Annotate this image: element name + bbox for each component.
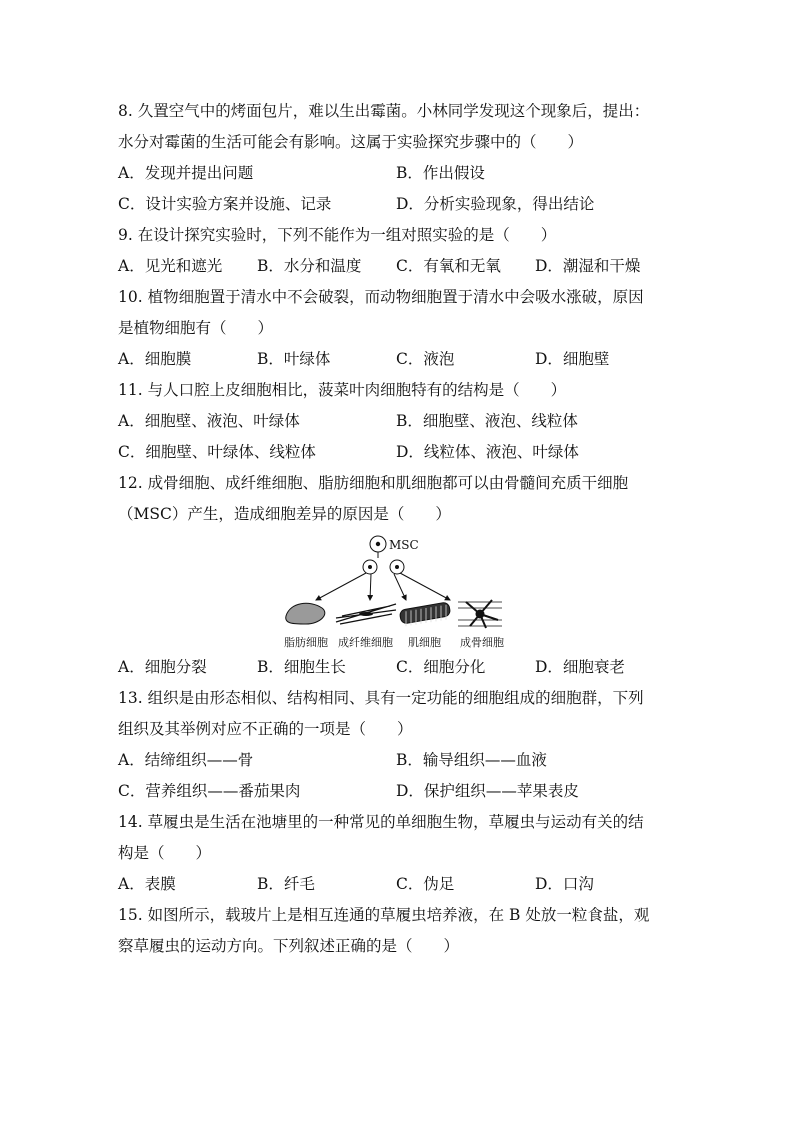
options-row xyxy=(118,344,678,375)
question-text: 8. 久置空气中的烤面包片，难以生出霉菌。小林同学发现这个现象后，提出： xyxy=(118,102,650,120)
osteoblast-body xyxy=(476,610,485,619)
differentiation-arrow xyxy=(316,573,366,600)
option: A．细胞壁、液泡、叶绿体 xyxy=(118,412,300,430)
question-block xyxy=(118,468,678,683)
option: C．设计实验方案并设施、记录 xyxy=(118,195,332,213)
cell-label: 成骨细胞 xyxy=(460,636,504,649)
question-text: 察草履虫的运动方向。下列叙述正确的是（ ） xyxy=(118,937,460,955)
question-block xyxy=(118,375,678,468)
options-row xyxy=(118,437,678,468)
option: C．伪足 xyxy=(396,875,455,893)
question-text: 是植物细胞有（ ） xyxy=(118,319,274,337)
question-block xyxy=(118,96,678,220)
option: A．见光和遮光 xyxy=(118,257,223,275)
question-text: 11. 与人口腔上皮细胞相比，菠菜叶肉细胞特有的结构是（ ） xyxy=(118,381,567,399)
options-row xyxy=(118,251,678,282)
differentiation-arrow xyxy=(394,574,406,600)
option: C．细胞分化 xyxy=(396,658,486,676)
question-text: （MSC）产生，造成细胞差异的原因是（ ） xyxy=(118,505,451,523)
option: D．细胞衰老 xyxy=(535,658,625,676)
daughter-nucleus-left xyxy=(368,565,372,569)
msc-differentiation-figure xyxy=(118,530,678,652)
options-row xyxy=(118,776,678,807)
daughter-nucleus-right xyxy=(395,565,399,569)
option: A．发现并提出问题 xyxy=(118,164,254,182)
exam-page xyxy=(118,96,678,962)
fat-cell-icon xyxy=(286,603,325,624)
option: D．潮湿和干燥 xyxy=(535,257,641,275)
question-block xyxy=(118,282,678,375)
option: B．细胞壁、液泡、线粒体 xyxy=(396,412,578,430)
option: A．表膜 xyxy=(118,875,176,893)
question-text: 15. 如图所示，载玻片上是相互连通的草履虫培养液，在 B 处放一粒食盐，观 xyxy=(118,906,650,924)
option: A．细胞分裂 xyxy=(118,658,207,676)
options-row xyxy=(118,406,678,437)
option: D．保护组织——苹果表皮 xyxy=(396,782,579,800)
muscle-cell-icon xyxy=(399,602,451,624)
options-row xyxy=(118,869,678,900)
question-block xyxy=(118,683,678,807)
option: B．纤毛 xyxy=(257,875,315,893)
differentiation-arrow xyxy=(400,573,450,600)
question-text: 9. 在设计探究实验时，下列不能作为一组对照实验的是（ ） xyxy=(118,226,557,244)
option: B．作出假设 xyxy=(396,164,485,182)
question-block xyxy=(118,220,678,282)
msc-nucleus xyxy=(376,542,380,546)
question-block xyxy=(118,900,678,962)
option: D．线粒体、液泡、叶绿体 xyxy=(396,443,579,461)
option: B．水分和温度 xyxy=(257,257,362,275)
option: C．细胞壁、叶绿体、线粒体 xyxy=(118,443,316,461)
cell-label: 成纤维细胞 xyxy=(338,636,393,649)
option: A．细胞膜 xyxy=(118,350,192,368)
cell-label: 脂肪细胞 xyxy=(284,636,328,649)
question-text: 10. 植物细胞置于清水中不会破裂，而动物细胞置于清水中会吸水涨破，原因 xyxy=(118,288,644,306)
question-text: 构是（ ） xyxy=(118,844,212,862)
option: C．有氧和无氧 xyxy=(396,257,501,275)
option: C．营养组织——番茄果肉 xyxy=(118,782,301,800)
question-text: 12. 成骨细胞、成纤维细胞、脂肪细胞和肌细胞都可以由骨髓间充质干细胞 xyxy=(118,474,629,492)
option: C．液泡 xyxy=(396,350,455,368)
options-row xyxy=(118,652,678,683)
option: B．输导组织——血液 xyxy=(396,751,547,769)
question-text: 组织及其举例对应不正确的一项是（ ） xyxy=(118,720,413,738)
option: B．细胞生长 xyxy=(257,658,346,676)
question-text: 13. 组织是由形态相似、结构相同、具有一定功能的细胞组成的细胞群，下列 xyxy=(118,689,644,707)
question-text: 14. 草履虫是生活在池塘里的一种常见的单细胞生物，草履虫与运动有关的结 xyxy=(118,813,644,831)
msc-label: MSC xyxy=(389,538,419,552)
options-row xyxy=(118,158,678,189)
differentiation-arrow xyxy=(370,574,371,600)
option: D．细胞壁 xyxy=(535,350,610,368)
option: D．分析实验现象，得出结论 xyxy=(396,195,595,213)
option: B．叶绿体 xyxy=(257,350,331,368)
options-row xyxy=(118,745,678,776)
fibroblast-nucleus xyxy=(359,612,373,616)
question-block xyxy=(118,807,678,900)
cell-label: 肌细胞 xyxy=(408,636,441,649)
options-row xyxy=(118,189,678,220)
differentiation-diagram xyxy=(280,530,520,652)
option: A．结缔组织——骨 xyxy=(118,751,254,769)
option: D．口沟 xyxy=(535,875,594,893)
question-text: 水分对霉菌的生活可能会有影响。这属于实验探究步骤中的（ ） xyxy=(118,133,584,151)
